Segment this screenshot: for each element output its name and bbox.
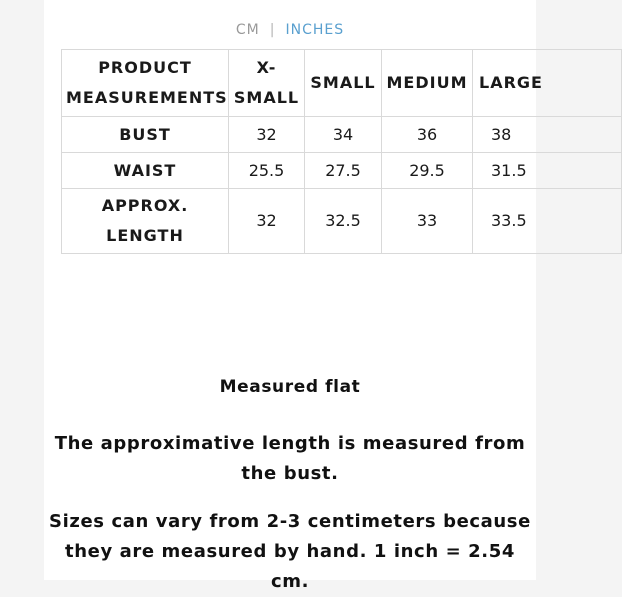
table-cell: 25.5	[229, 153, 305, 189]
header-small: SMALL	[305, 50, 382, 117]
header-medium: MEDIUM	[382, 50, 473, 117]
table-cell: 36	[382, 117, 473, 153]
header-product-measurements: PRODUCT MEASUREMENTS	[62, 50, 229, 117]
row-label-approx-length: APPROX. LENGTH	[62, 189, 229, 254]
size-table-container	[61, 49, 543, 259]
table-cell: 34	[305, 117, 382, 153]
cm-unit-tab[interactable]: CM	[235, 22, 260, 38]
table-row	[62, 153, 622, 189]
measured-flat-note: Measured flat	[219, 377, 361, 397]
header-large: LARGE	[473, 50, 622, 117]
row-label-waist: WAIST	[62, 153, 229, 189]
table-row	[62, 117, 622, 153]
length-note: The approximative length is measured from the bust.	[54, 433, 526, 484]
table-cell: 32	[229, 189, 305, 254]
header-x-small: X- SMALL	[229, 50, 305, 117]
table-cell: 32	[229, 117, 305, 153]
table-cell: 31.5	[473, 153, 622, 189]
size-chart-table	[61, 49, 622, 254]
table-cell: 29.5	[382, 153, 473, 189]
table-cell: 32.5	[305, 189, 382, 254]
unit-toggle	[0, 22, 580, 38]
row-label-bust: BUST	[62, 117, 229, 153]
inches-unit-tab[interactable]: INCHES	[285, 22, 345, 38]
table-cell: 33.5	[473, 189, 622, 254]
table-cell: 27.5	[305, 153, 382, 189]
unit-separator: |	[269, 22, 276, 38]
table-row	[62, 189, 622, 254]
variation-note: Sizes can vary from 2-3 centimeters because they are measured by hand. 1 inch = 2.54 cm.	[49, 511, 531, 592]
table-header-row	[62, 50, 622, 117]
table-cell: 33	[382, 189, 473, 254]
table-cell: 38	[473, 117, 622, 153]
